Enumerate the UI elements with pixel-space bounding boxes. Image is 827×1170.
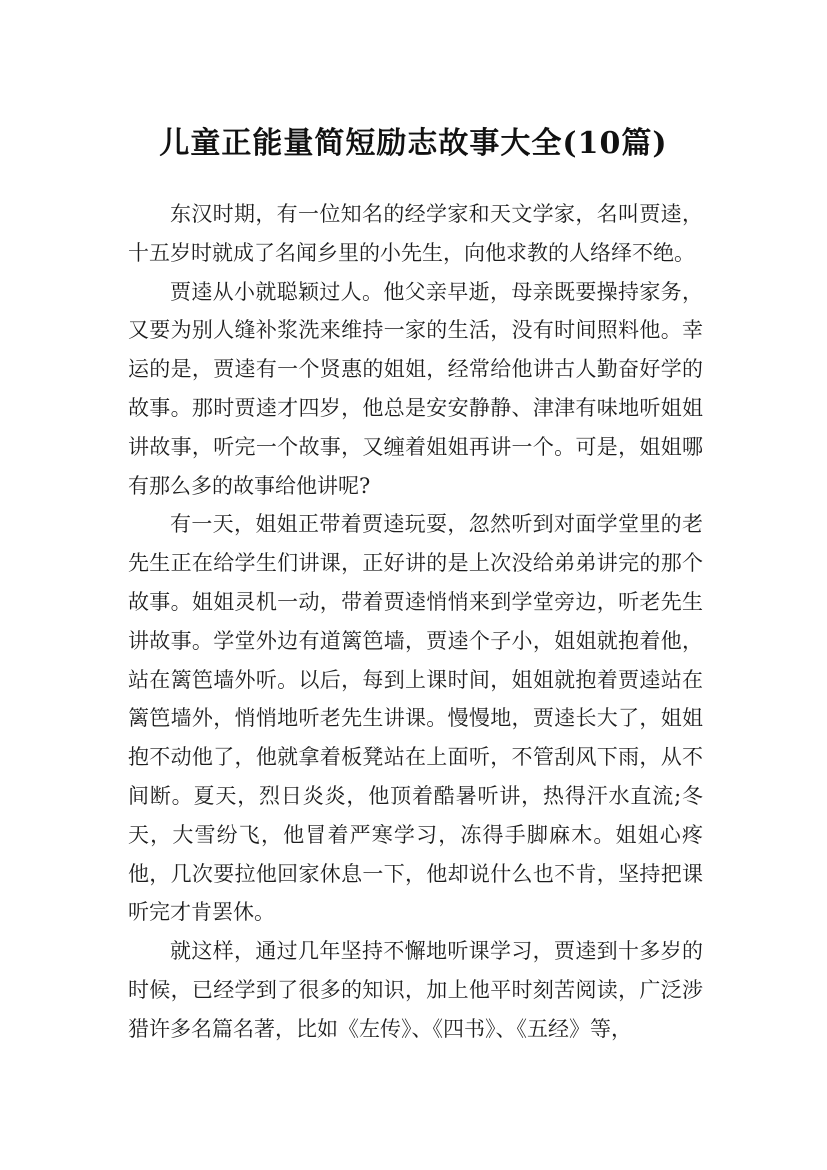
- paragraph-1: 东汉时期，有一位知名的经学家和天文学家，名叫贾逵，十五岁时就成了名闻乡里的小先生，向他求教的人络绎不绝。: [128, 202, 703, 265]
- paragraph-2: 贾逵从小就聪颖过人。他父亲早逝，母亲既要操持家务，又要为别人缝补浆洗来维持一家的生活，没有时间照料他。幸运的是，贾逵有一个贤惠的姐姐，经常给他讲古人勤奋好学的故事。那时贾逵才四岁，他总是安安静静、津津有味地听姐姐讲故事，听完一个故事，又缠着姐姐再讲一个。可是，姐姐哪有那么多的故事给他讲呢?: [128, 279, 703, 498]
- paragraph-4: 就这样，通过几年坚持不懈地听课学习，贾逵到十多岁的时候，已经学到了很多的知识，加上他平时刻苦阅读，广泛涉猎许多名篇名著，比如《左传》、《四书》、《五经》等，: [128, 939, 703, 1041]
- paragraph-3: 有一天，姐姐正带着贾逵玩耍，忽然听到对面学堂里的老先生正在给学生们讲课，正好讲的是上次没给弟弟讲完的那个故事。姐姐灵机一动，带着贾逵悄悄来到学堂旁边，听老先生讲故事。学堂外边有道篱笆墙，贾逵个子小，姐姐就抱着他，站在篱笆墙外听。以后，每到上课时间，姐姐就抱着贾逵站在篱笆墙外，悄悄地听老先生讲课。慢慢地，贾逵长大了，姐姐抱不动他了，他就拿着板凳站在上面听，不管刮风下雨，从不间断。夏天，烈日炎炎，他顶着酷暑听讲，热得汗水直流;冬天，大雪纷飞，他冒着严寒学习，冻得手脚麻木。姐姐心疼他，几次要拉他回家休息一下，他却说什么也不肯，坚持把课听完才肯罢休。: [128, 512, 703, 925]
- document-body: [128, 195, 703, 1049]
- document-title: 儿童正能量简短励志故事大全(10篇): [159, 126, 668, 162]
